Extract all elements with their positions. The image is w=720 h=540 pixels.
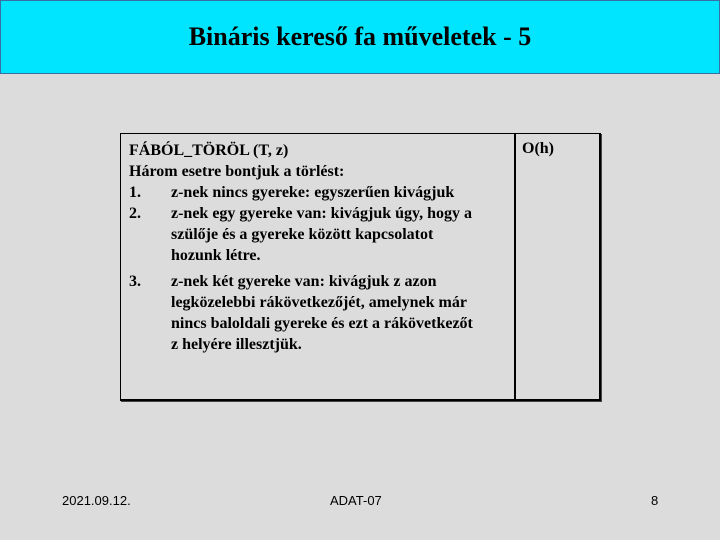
list-item-line: szülője és a gyereke között kapcsolatot bbox=[171, 226, 434, 243]
list-item-line: hozunk létre. bbox=[171, 247, 261, 264]
list-item-line: z helyére illesztjük. bbox=[171, 336, 302, 353]
title-bar bbox=[0, 0, 720, 74]
complexity-cell bbox=[516, 134, 599, 399]
list-item-number: 1. bbox=[129, 184, 141, 201]
algorithm-description bbox=[121, 134, 516, 399]
footer-date: 2021.09.12. bbox=[62, 493, 131, 508]
algorithm-heading: FÁBÓL_TÖRÖL (T, z) bbox=[129, 142, 289, 159]
list-item bbox=[129, 182, 510, 203]
list-item-number: 2. bbox=[129, 205, 141, 222]
list-item-line: z-nek egy gyereke van: kivágjuk úgy, hogy a bbox=[171, 205, 473, 222]
list-item-text bbox=[171, 203, 510, 266]
list-item-text bbox=[171, 271, 510, 355]
list-item bbox=[129, 203, 510, 266]
list-item-line: nincs baloldali gyereke és ezt a rákövetkezőt bbox=[171, 315, 473, 332]
complexity-label: O(h) bbox=[522, 140, 554, 157]
slide-title: Bináris kereső fa műveletek - 5 bbox=[188, 22, 532, 51]
intro-text: Három esetre bontjuk a törlést: bbox=[129, 163, 345, 180]
list-item-line: z-nek nincs gyereke: egyszerűen kivágjuk bbox=[171, 184, 455, 201]
list-item bbox=[129, 271, 510, 355]
list-item-text bbox=[171, 182, 510, 203]
content-box bbox=[120, 133, 601, 401]
footer-page-number: 8 bbox=[651, 493, 659, 508]
list-item-line: z-nek két gyereke van: kivágjuk z azon bbox=[171, 273, 437, 290]
list-item-number: 3. bbox=[129, 273, 141, 290]
footer-course-code: ADAT-07 bbox=[330, 493, 382, 508]
list-item-line: legközelebbi rákövetkezőjét, amelynek már bbox=[171, 294, 467, 311]
